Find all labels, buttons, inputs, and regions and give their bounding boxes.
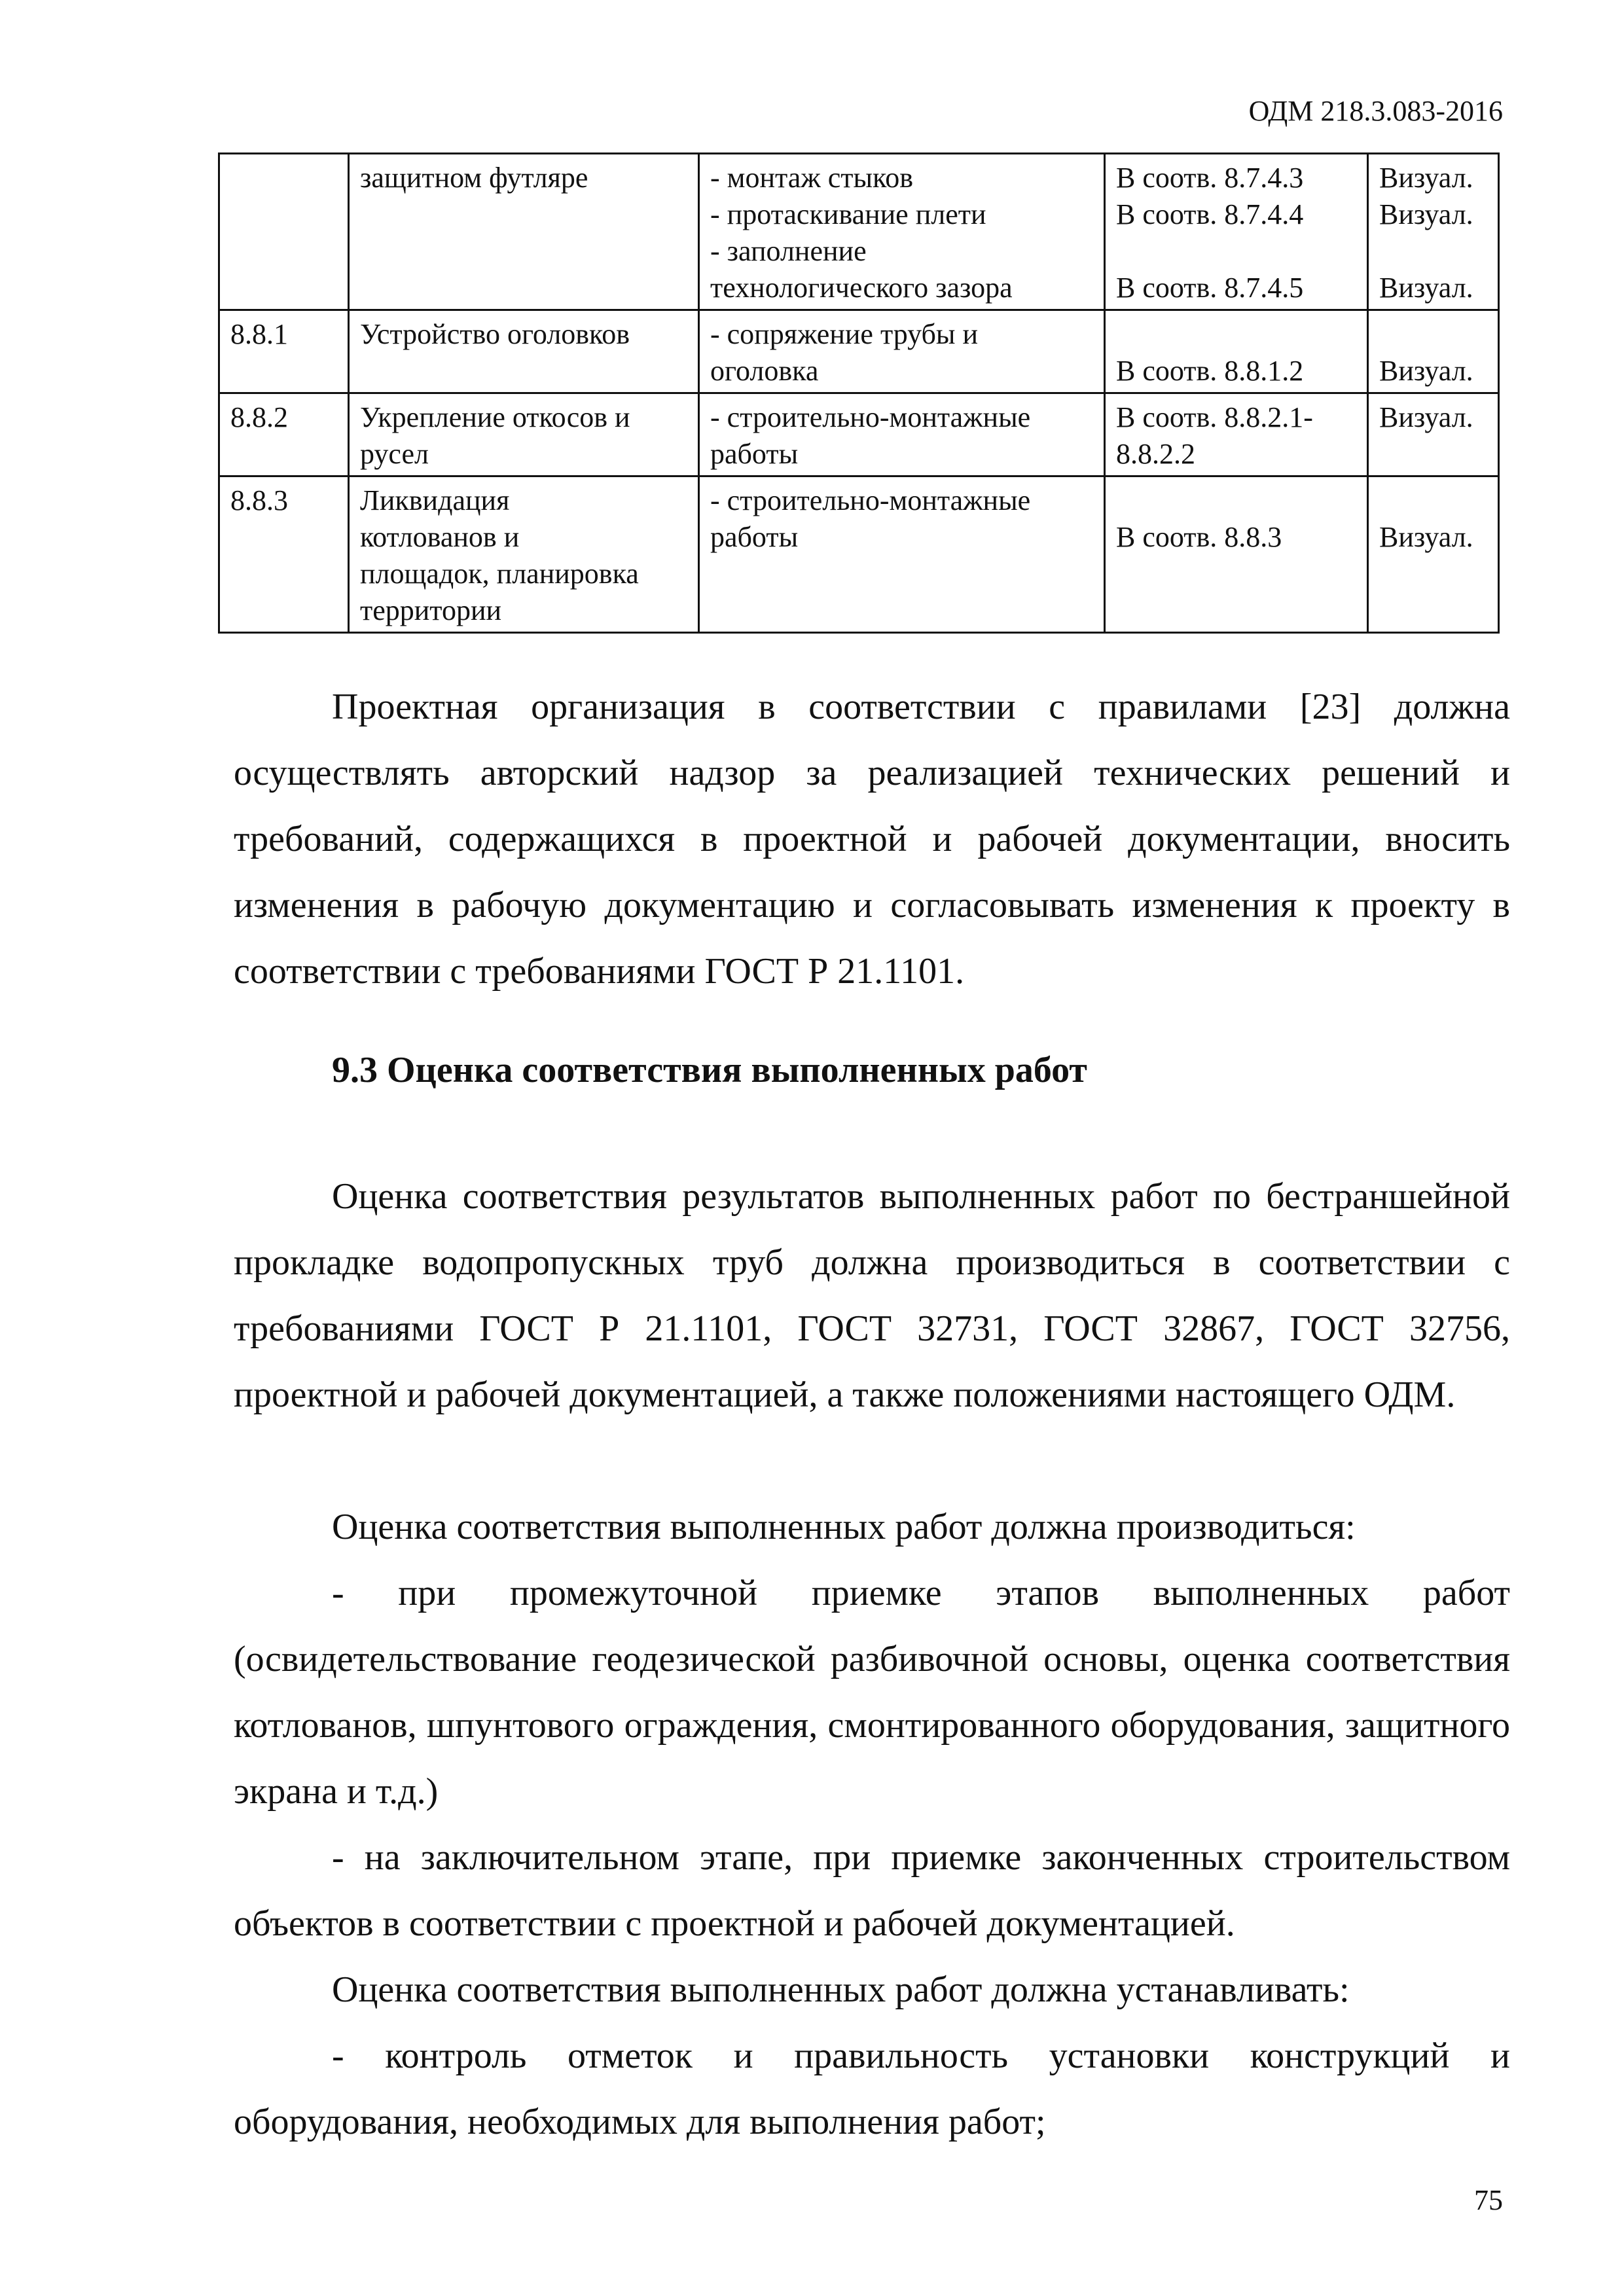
control-table bbox=[218, 152, 1500, 634]
table-row bbox=[219, 310, 1499, 393]
cell-item-number bbox=[219, 154, 349, 310]
cell-item-number: 8.8.2 bbox=[219, 393, 349, 476]
list-item-final-acceptance: - на заключительном этапе, при приемке законченных строительством объектов в соответствии с проектной и рабочей документацией. bbox=[234, 1837, 1510, 1944]
cell-work-name: защитном футляре bbox=[349, 154, 699, 310]
cell-control-method: Визуал. bbox=[1368, 310, 1499, 393]
table-row bbox=[219, 154, 1499, 310]
list-item-intermediate-acceptance: - при промежуточной приемке этапов выполненных работ (освидетельствование геодезической разбивочной основы, оценка соответствия котлованов, шпунтового ограждения, смонтированного оборудования, защитного экрана и т.д.) bbox=[234, 1573, 1510, 1812]
cell-operation: - строительно-монтажные работы bbox=[699, 393, 1105, 476]
cell-requirement: В соотв. 8.7.4.3 В соотв. 8.7.4.4 В соотв. 8.7.4.5 bbox=[1105, 154, 1368, 310]
cell-requirement: В соотв. 8.8.2.1- 8.8.2.2 bbox=[1105, 393, 1368, 476]
paragraph-assessment-stages-intro: Оценка соответствия выполненных работ должна производиться: bbox=[332, 1507, 1356, 1547]
cell-operation: - монтаж стыков - протаскивание плети - заполнение технологического зазора bbox=[699, 154, 1105, 310]
section-heading: 9.3 Оценка соответствия выполненных работ bbox=[332, 1050, 1087, 1090]
cell-work-name: Ликвидация котлованов и площадок, планировка территории bbox=[349, 476, 699, 633]
document-code-header: ОДМ 218.3.083-2016 bbox=[1248, 95, 1503, 127]
paragraph-assessment-scope-intro: Оценка соответствия выполненных работ должна устанавливать: bbox=[332, 1969, 1350, 2010]
cell-requirement: В соотв. 8.8.1.2 bbox=[1105, 310, 1368, 393]
cell-work-name: Устройство оголовков bbox=[349, 310, 699, 393]
list-item-elevation-control: - контроль отметок и правильность установки конструкций и оборудования, необходимых для выполнения работ; bbox=[234, 2036, 1510, 2142]
cell-work-name: Укрепление откосов и русел bbox=[349, 393, 699, 476]
cell-item-number: 8.8.1 bbox=[219, 310, 349, 393]
cell-control-method: Визуал. Визуал. Визуал. bbox=[1368, 154, 1499, 310]
paragraph-author-supervision: Проектная организация в соответствии с правилами [23] должна осуществлять авторский надзор за реализацией технических решений и требований, содержащихся в проектной и рабочей документации, вносить изменения в рабочую документацию и согласовывать изменения к проекту в соответствии с требованиями ГОСТ Р 21.1101. bbox=[234, 687, 1510, 992]
table-row bbox=[219, 476, 1499, 633]
paragraph-conformity-assessment: Оценка соответствия результатов выполненных работ по бестраншейной прокладке водопропускных труб должна производиться в соответствии с требованиями ГОСТ Р 21.1101, ГОСТ 32731, ГОСТ 32867, ГОСТ 32756, проектной и рабочей документацией, а также положениями настоящего ОДМ. bbox=[234, 1176, 1510, 1415]
cell-control-method: Визуал. bbox=[1368, 476, 1499, 633]
cell-control-method: Визуал. bbox=[1368, 393, 1499, 476]
cell-operation: - сопряжение трубы и оголовка bbox=[699, 310, 1105, 393]
table-row bbox=[219, 393, 1499, 476]
page-number: 75 bbox=[1474, 2184, 1503, 2216]
cell-operation: - строительно-монтажные работы bbox=[699, 476, 1105, 633]
cell-requirement: В соотв. 8.8.3 bbox=[1105, 476, 1368, 633]
cell-item-number: 8.8.3 bbox=[219, 476, 349, 633]
